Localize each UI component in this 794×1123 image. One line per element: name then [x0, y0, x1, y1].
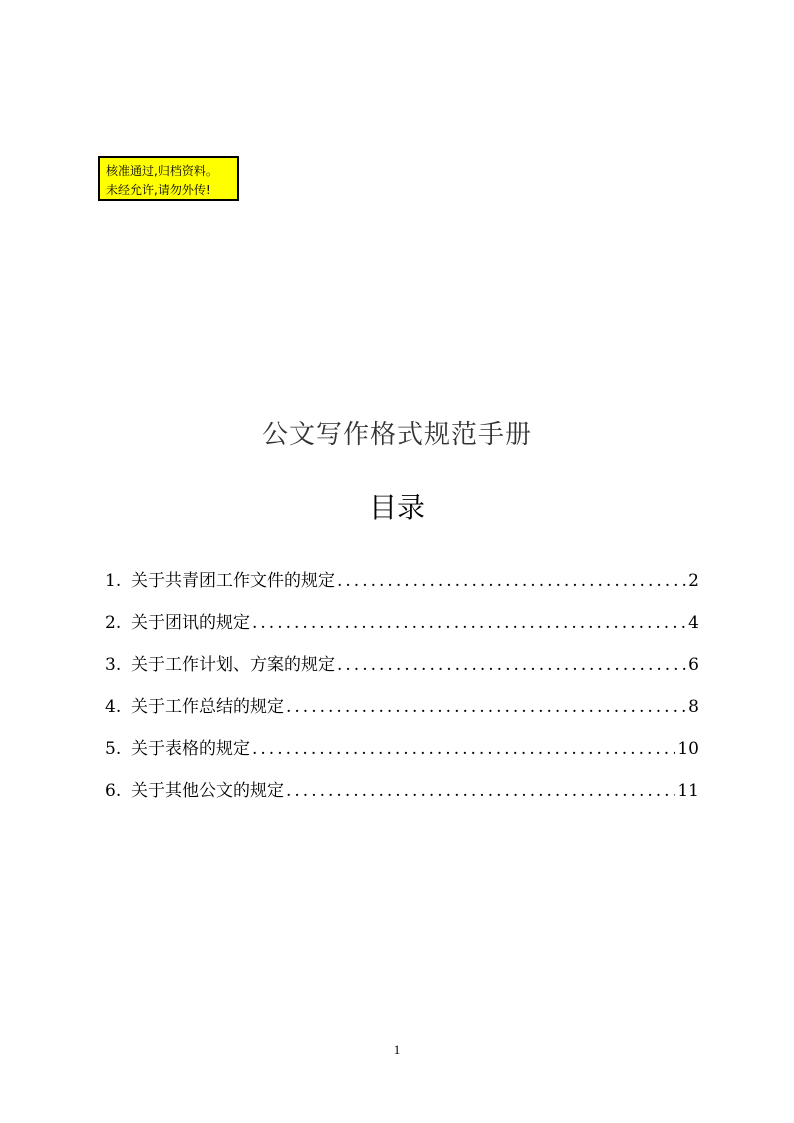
- toc-entry-number: 3.: [105, 655, 122, 675]
- toc-entry-page: 2: [688, 571, 699, 591]
- toc-entry-page: 8: [688, 697, 699, 717]
- toc-entry-label: 关于共青团工作文件的规定: [131, 571, 335, 591]
- table-of-contents: [105, 566, 699, 818]
- page-number: 1: [393, 1042, 401, 1057]
- toc-dot-leader: [286, 697, 686, 717]
- toc-entry-label: 关于工作总结的规定: [131, 697, 284, 717]
- toc-entry-label: 关于其他公文的规定: [131, 781, 284, 801]
- toc-entry-label: 关于工作计划、方案的规定: [131, 655, 335, 675]
- toc-heading: 目录: [368, 491, 425, 524]
- toc-entry[interactable]: [105, 776, 699, 818]
- toc-entry-label: 关于团讯的规定: [131, 613, 250, 633]
- stamp-line-2: 未经允许,请勿外传!: [106, 183, 211, 197]
- document-title: 公文写作格式规范手册: [261, 420, 532, 450]
- toc-dot-leader: [252, 739, 675, 759]
- toc-entry[interactable]: [105, 650, 699, 692]
- toc-entry-number: 5.: [105, 739, 122, 759]
- toc-entry-label: 关于表格的规定: [131, 739, 250, 759]
- approval-stamp: [98, 156, 239, 201]
- stamp-line-1: 核准通过,归档资料。: [106, 164, 218, 178]
- toc-entry-number: 1.: [105, 571, 122, 591]
- toc-dot-leader: [252, 613, 686, 633]
- toc-entry[interactable]: [105, 608, 699, 650]
- toc-entry-page: 4: [688, 613, 699, 633]
- toc-entry-page: 11: [677, 781, 699, 801]
- toc-dot-leader: [286, 781, 675, 801]
- toc-entry-page: 10: [677, 739, 699, 759]
- toc-entry-page: 6: [688, 655, 699, 675]
- toc-entry[interactable]: [105, 692, 699, 734]
- toc-dot-leader: [337, 655, 686, 675]
- toc-entry[interactable]: [105, 566, 699, 608]
- toc-entry-number: 6.: [105, 781, 122, 801]
- toc-dot-leader: [337, 571, 686, 591]
- toc-entry-number: 2.: [105, 613, 122, 633]
- toc-entry-number: 4.: [105, 697, 122, 717]
- toc-entry[interactable]: [105, 734, 699, 776]
